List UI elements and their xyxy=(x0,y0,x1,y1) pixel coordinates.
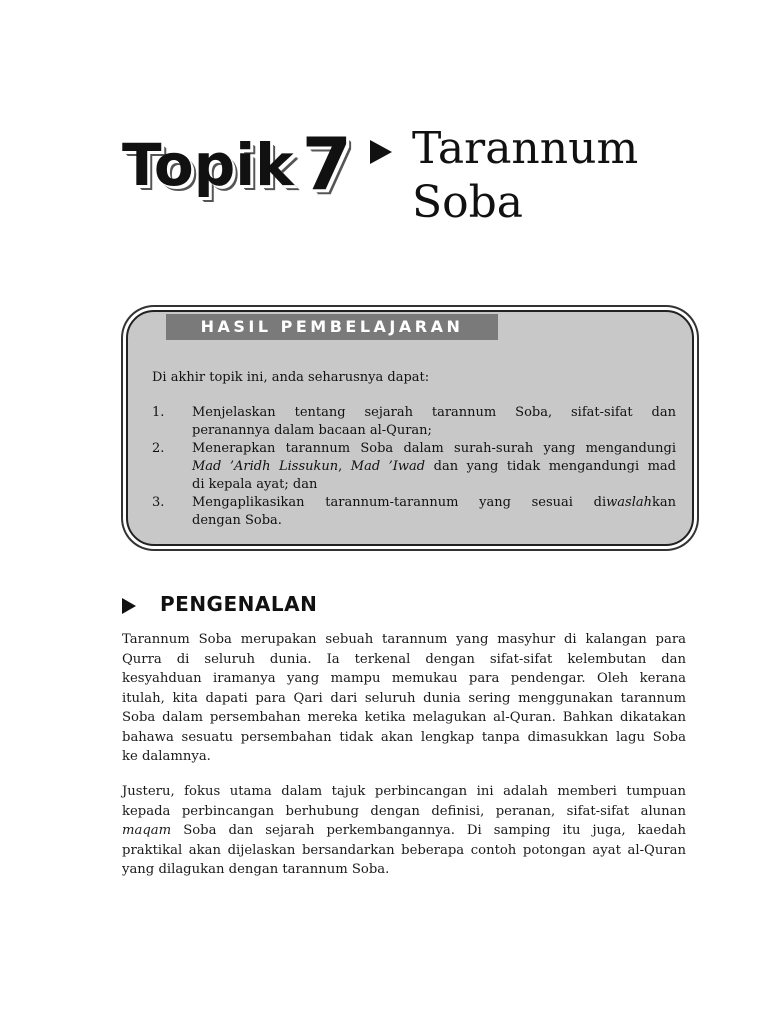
learning-outcomes-list xyxy=(152,404,676,530)
paragraph-line: yang dilagukan dengan tarannum Soba. xyxy=(122,862,390,877)
list-item xyxy=(152,494,676,530)
paragraph-line: itulah, kita dapati para Qari dari seluruh dunia sering menggunakan tarannum xyxy=(122,690,686,706)
topic-heading xyxy=(122,118,352,206)
topic-title-line: Tarannum xyxy=(412,123,639,174)
list-item xyxy=(152,440,676,494)
paragraph-line: Soba dalam persembahan mereka ketika melagukan al-Quran. Bahkan dikatakan xyxy=(122,710,686,725)
list-item-text: dengan Soba. xyxy=(192,513,282,528)
paragraph-line: maqam Soba dan sejarah perkembangannya. Di samping itu juga, kaedah xyxy=(122,823,686,838)
arrow-right-icon xyxy=(122,598,136,614)
paragraph-line: praktikal akan dijelaskan bersandarkan beberapa contoh potongan ayat al-Quran xyxy=(122,842,686,858)
list-item-text: Mad ’Aridh Lissukun, Mad ’Iwad dan yang tidak mengandungi mad xyxy=(192,459,677,474)
paragraph-line: Tarannum Soba merupakan sebuah tarannum yang masyhur di kalangan para xyxy=(122,632,686,647)
paragraph-line: ke dalamnya. xyxy=(122,749,211,764)
paragraph-line: kepada perbincangan berhubung dengan definisi, peranan, sifat-sifat alunan xyxy=(122,803,686,819)
list-item xyxy=(152,404,676,440)
paragraph-line: kesyahduan iramanya yang mampu memukau para pendengar. Oleh kerana xyxy=(122,671,686,686)
section-title: PENGENALAN xyxy=(160,592,318,616)
intro-paragraph-2 xyxy=(122,782,686,880)
topic-title-line: Soba xyxy=(412,177,524,228)
learning-outcomes-intro: Di akhir topik ini, anda seharusnya dapat: xyxy=(152,370,430,385)
topic-number: 7 xyxy=(301,122,352,206)
list-item-text: Menjelaskan tentang sejarah tarannum Soba, sifat-sifat dan xyxy=(192,405,676,420)
list-item-text: Menerapkan tarannum Soba dalam surah-surah yang mengandungi xyxy=(192,441,676,456)
topic-word: Topik xyxy=(122,131,294,199)
list-item-text: peranannya dalam bacaan al-Quran; xyxy=(192,423,432,438)
list-item-text: di kepala ayat; dan xyxy=(192,477,318,492)
list-item-number: 3. xyxy=(152,495,165,510)
list-item-text: Mengaplikasikan tarannum-tarannum yang sesuai diwaslahkan xyxy=(192,495,676,510)
paragraph-line: bahawa sesuatu persembahan tidak akan lengkap tanpa dimasukkan lagu Soba xyxy=(122,729,686,745)
paragraph-line: Qurra di seluruh dunia. Ia terkenal dengan sifat-sifat kelembutan dan xyxy=(122,651,686,667)
list-item-number: 2. xyxy=(152,441,165,456)
learning-outcomes-heading: HASIL PEMBELAJARAN xyxy=(166,314,498,340)
list-item-number: 1. xyxy=(152,405,165,420)
intro-paragraph-1 xyxy=(122,630,686,767)
arrow-right-icon xyxy=(370,140,392,164)
topic-title xyxy=(412,122,712,230)
paragraph-line: Justeru, fokus utama dalam tajuk perbincangan ini adalah memberi tumpuan xyxy=(122,784,686,799)
